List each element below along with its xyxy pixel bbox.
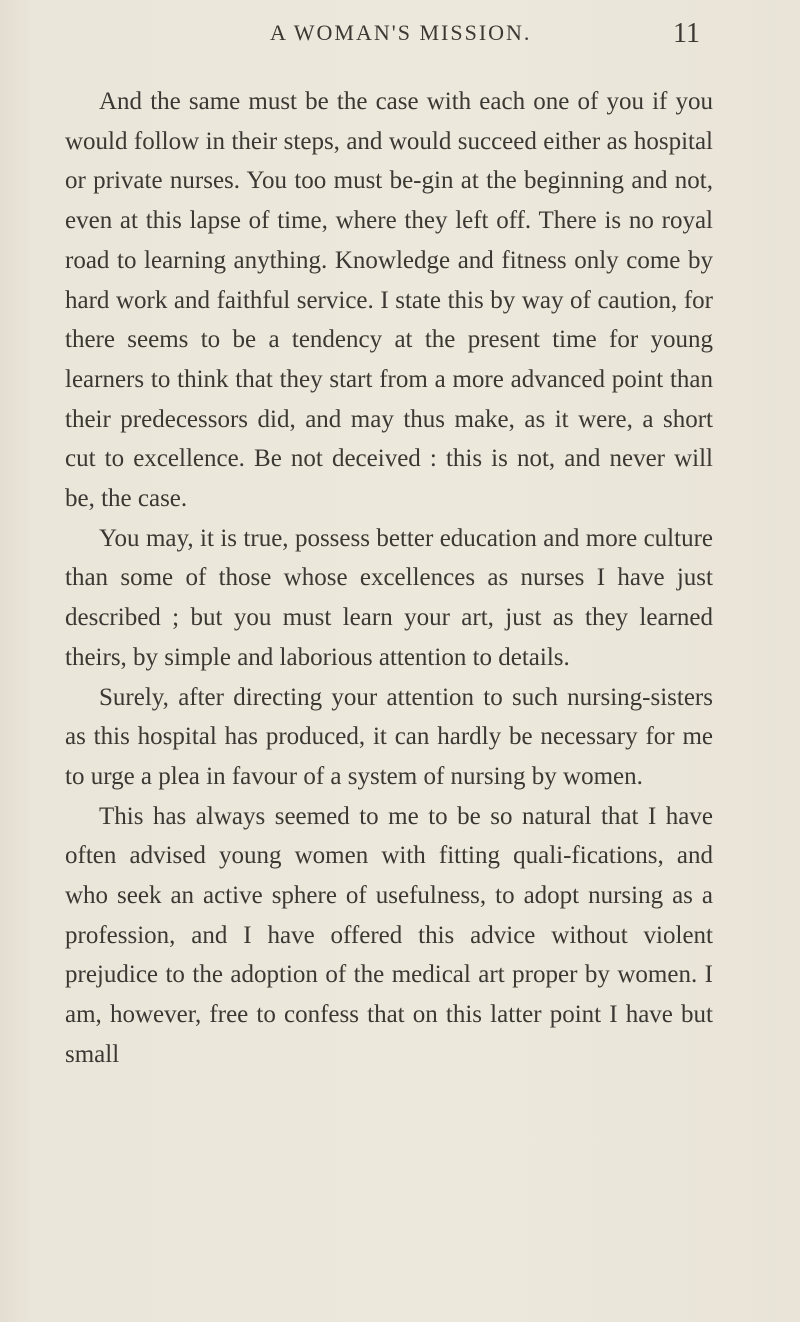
paragraph-1: And the same must be the case with each one of you if you would follow in their steps, and would succeed either as hospital or private nurses. You too must be-gin at the beginning and not, even at this lapse of time, where they left off. There is no royal road to learning anything. Knowledge and fitness only come by hard work and faithful service. I state this by way of caution, for there seems to be a tendency at the present time for young learners to think that they start from a more advanced point than their predecessors did, and may thus make, as it were, a short cut to excellence. Be not deceived : this is not, and never will be, the case.: [65, 88, 713, 513]
paragraph-3: Surely, after directing your attention to such nursing-sisters as this hospital has produced, it can hardly be necessary for me to urge a plea in favour of a system of nursing by women.: [65, 683, 713, 790]
paragraph-4: This has always seemed to me to be so natural that I have often advised young women with fitting quali-fications, and who seek an active sphere of usefulness, to adopt nursing as a profession, and I have offered this advice without violent prejudice to the adoption of the medical art proper by women. I am, however, free to confess that on this latter point I have but small: [65, 802, 713, 1068]
page-number: 11: [673, 18, 700, 49]
running-head: [100, 18, 700, 54]
body-text: [65, 82, 713, 1075]
running-title: A WOMAN'S MISSION.: [270, 20, 532, 45]
paragraph-2: You may, it is true, possess better education and more culture than some of those whose excellences as nurses I have just described ; but you must learn your art, just as they learned theirs, by simple and laborious attention to details.: [65, 524, 713, 671]
